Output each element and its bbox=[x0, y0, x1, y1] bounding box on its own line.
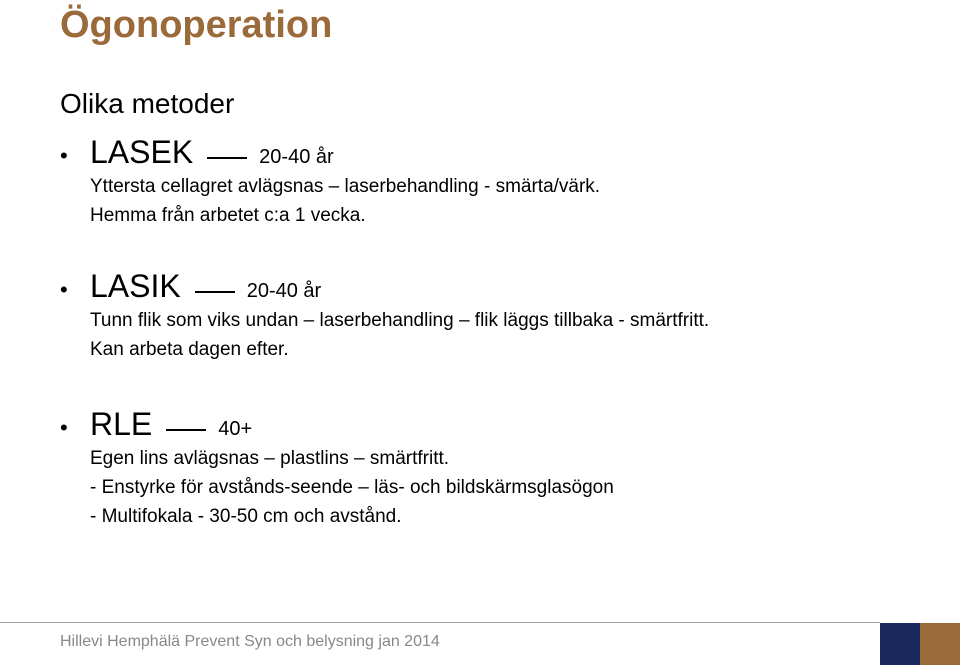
age-range: 20-40 år bbox=[259, 146, 334, 168]
dash-separator bbox=[166, 429, 206, 431]
section-heading bbox=[60, 268, 709, 306]
description-line: - Enstyrke för avstånds-seende – läs- och bildskärmsglasögon bbox=[90, 477, 614, 498]
footer-divider bbox=[0, 622, 880, 623]
description-line: Egen lins avlägsnas – plastlins – smärtfritt. bbox=[90, 448, 450, 469]
slide-subtitle: Olika metoder bbox=[60, 88, 235, 119]
navy-square-decoration bbox=[880, 623, 920, 665]
section-rle bbox=[60, 406, 614, 531]
footer-text: Hillevi Hemphälä Prevent Syn och belysning jan 2014 bbox=[60, 633, 440, 650]
description-line: Kan arbeta dagen efter. bbox=[90, 339, 289, 360]
age-range: 40+ bbox=[218, 418, 253, 440]
section-heading bbox=[60, 406, 614, 444]
method-name: LASEK bbox=[90, 134, 194, 170]
bullet-icon: • bbox=[60, 415, 68, 440]
age-range: 20-40 år bbox=[246, 280, 322, 302]
bullet-icon: • bbox=[60, 143, 68, 168]
description-line: Tunn flik som viks undan – laserbehandling – flik läggs tillbaka - smärtfritt. bbox=[90, 310, 710, 331]
description-line: Hemma från arbetet c:a 1 vecka. bbox=[90, 205, 366, 226]
section-lasik bbox=[60, 268, 709, 364]
dash-separator bbox=[195, 291, 235, 293]
brown-square-decoration bbox=[920, 623, 960, 665]
section-heading bbox=[60, 134, 600, 172]
slide-title: Ögonoperation bbox=[60, 4, 333, 46]
description-line: - Multifokala - 30-50 cm och avstånd. bbox=[90, 506, 402, 527]
dash-separator bbox=[207, 157, 247, 159]
description-line: Yttersta cellagret avlägsnas – laserbehandling - smärta/värk. bbox=[90, 176, 601, 197]
method-name: RLE bbox=[90, 406, 153, 442]
method-name: LASIK bbox=[90, 268, 181, 304]
section-lasek bbox=[60, 134, 600, 230]
bullet-icon: • bbox=[60, 277, 68, 302]
